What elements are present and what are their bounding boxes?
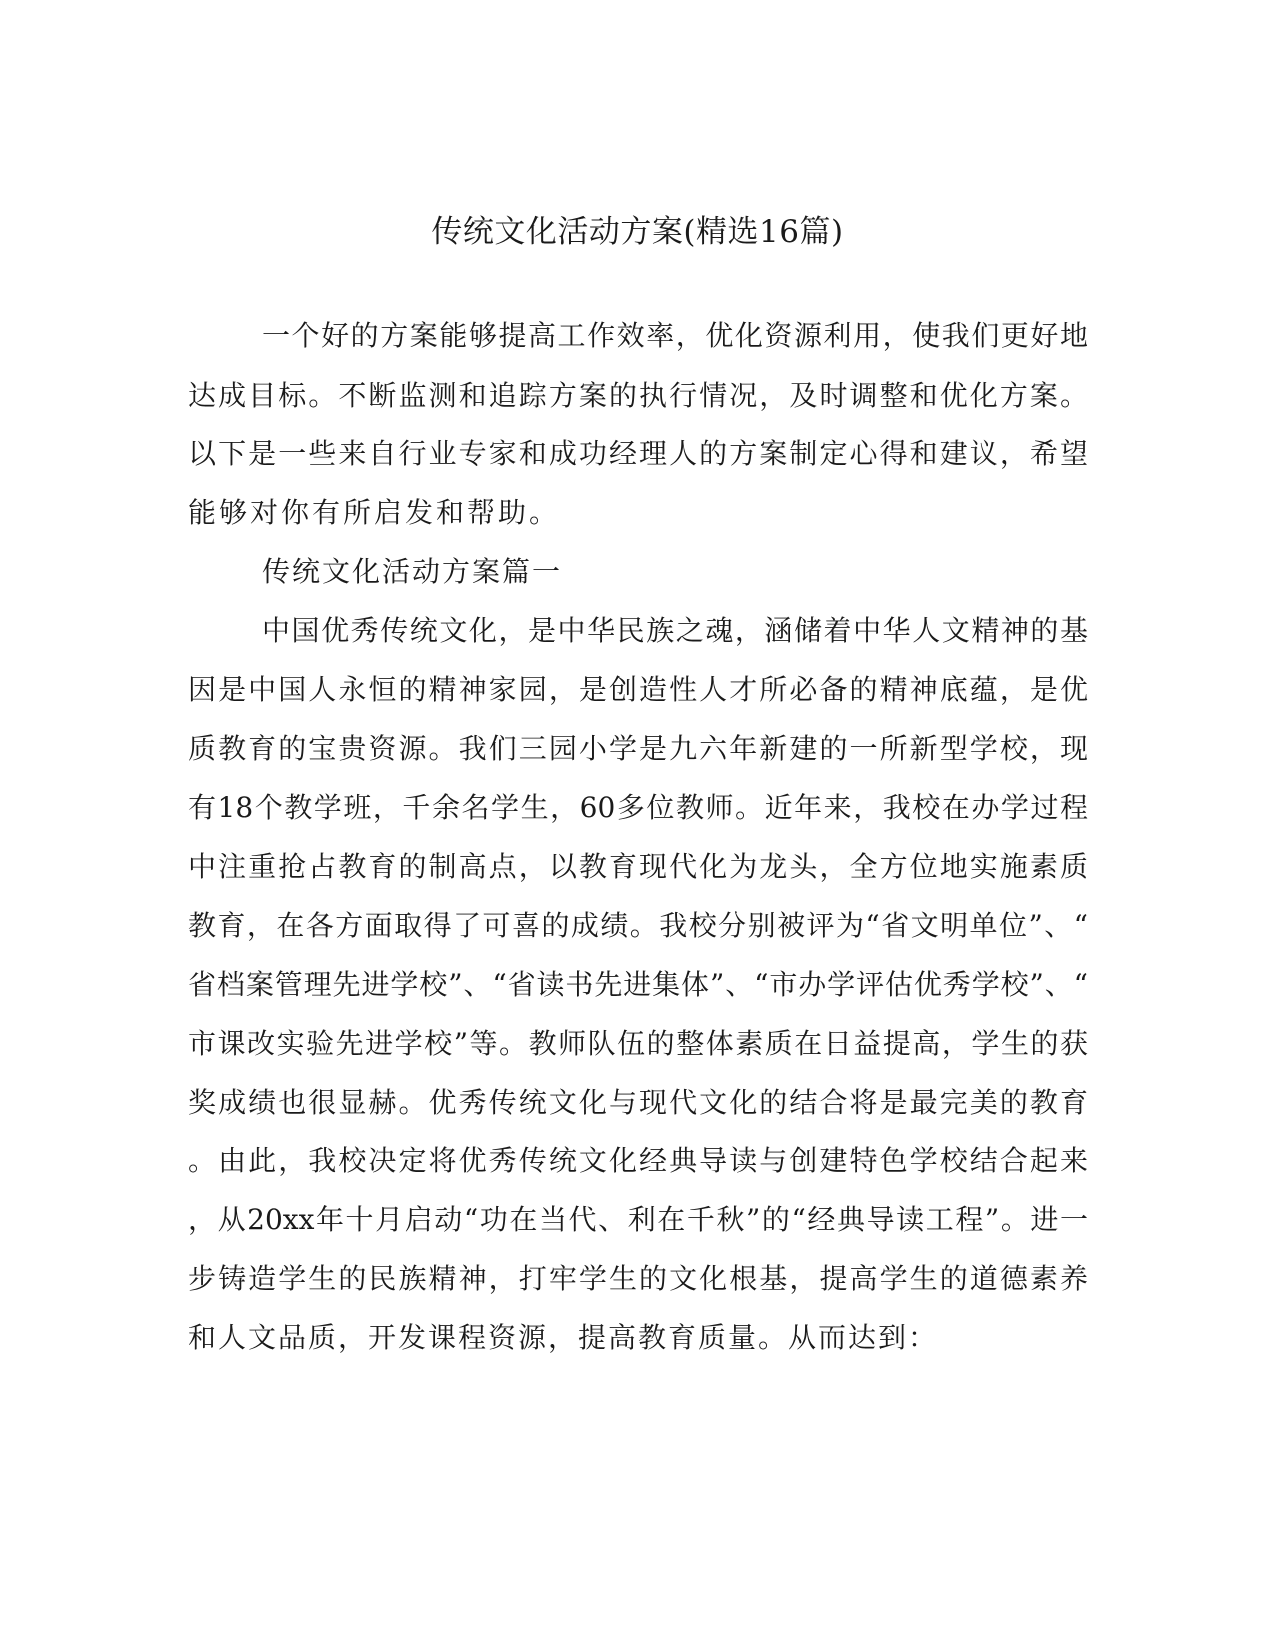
intro-line-2: 达成目标。不断监测和追踪方案的执行情况，及时调整和优化方案。 (188, 379, 1088, 412)
body-line-1: 中国优秀传统文化，是中华民族之魂，涵储着中华人文精神的基 (262, 614, 1088, 647)
body-line-11: ，从20xx年十月启动“功在当代、利在千秋”的“经典导读工程”。进一 (188, 1203, 1088, 1236)
document-title: 传统文化活动方案(精选16篇) (431, 214, 844, 250)
intro-line-3: 以下是一些来自行业专家和成功经理人的方案制定心得和建议，希望 (188, 437, 1088, 470)
intro-line-4: 能够对你有所启发和帮助。 (188, 496, 561, 529)
body-line-5: 中注重抢占教育的制高点，以教育现代化为龙头，全方位地实施素质 (188, 850, 1088, 883)
body-line-10: 。由此，我校决定将优秀传统文化经典导读与创建特色学校结合起来 (188, 1144, 1088, 1177)
body-line-8: 市课改实验先进学校”等。教师队伍的整体素质在日益提高，学生的获 (188, 1027, 1088, 1060)
body-line-9: 奖成绩也很显赫。优秀传统文化与现代文化的结合将是最完美的教育 (188, 1086, 1088, 1119)
body-line-6: 教育，在各方面取得了可喜的成绩。我校分别被评为“省文明单位”、“ (188, 909, 1088, 942)
intro-line-1: 一个好的方案能够提高工作效率，优化资源利用，使我们更好地 (262, 319, 1088, 352)
body-line-7: 省档案管理先进学校”、“省读书先进集体”、“市办学评估优秀学校”、“ (188, 968, 1088, 1001)
section-heading: 传统文化活动方案篇一 (262, 555, 563, 588)
body-line-4: 有18个教学班，千余名学生，60多位教师。近年来，我校在办学过程 (188, 791, 1088, 824)
body-line-12: 步铸造学生的民族精神，打牢学生的文化根基，提高学生的道德素养 (188, 1262, 1088, 1295)
body-line-2: 因是中国人永恒的精神家园，是创造性人才所必备的精神底蕴，是优 (188, 673, 1088, 706)
body-line-3: 质教育的宝贵资源。我们三园小学是九六年新建的一所新型学校，现 (188, 732, 1088, 765)
body-line-13: 和人文品质，开发课程资源，提高教育质量。从而达到： (188, 1321, 939, 1354)
